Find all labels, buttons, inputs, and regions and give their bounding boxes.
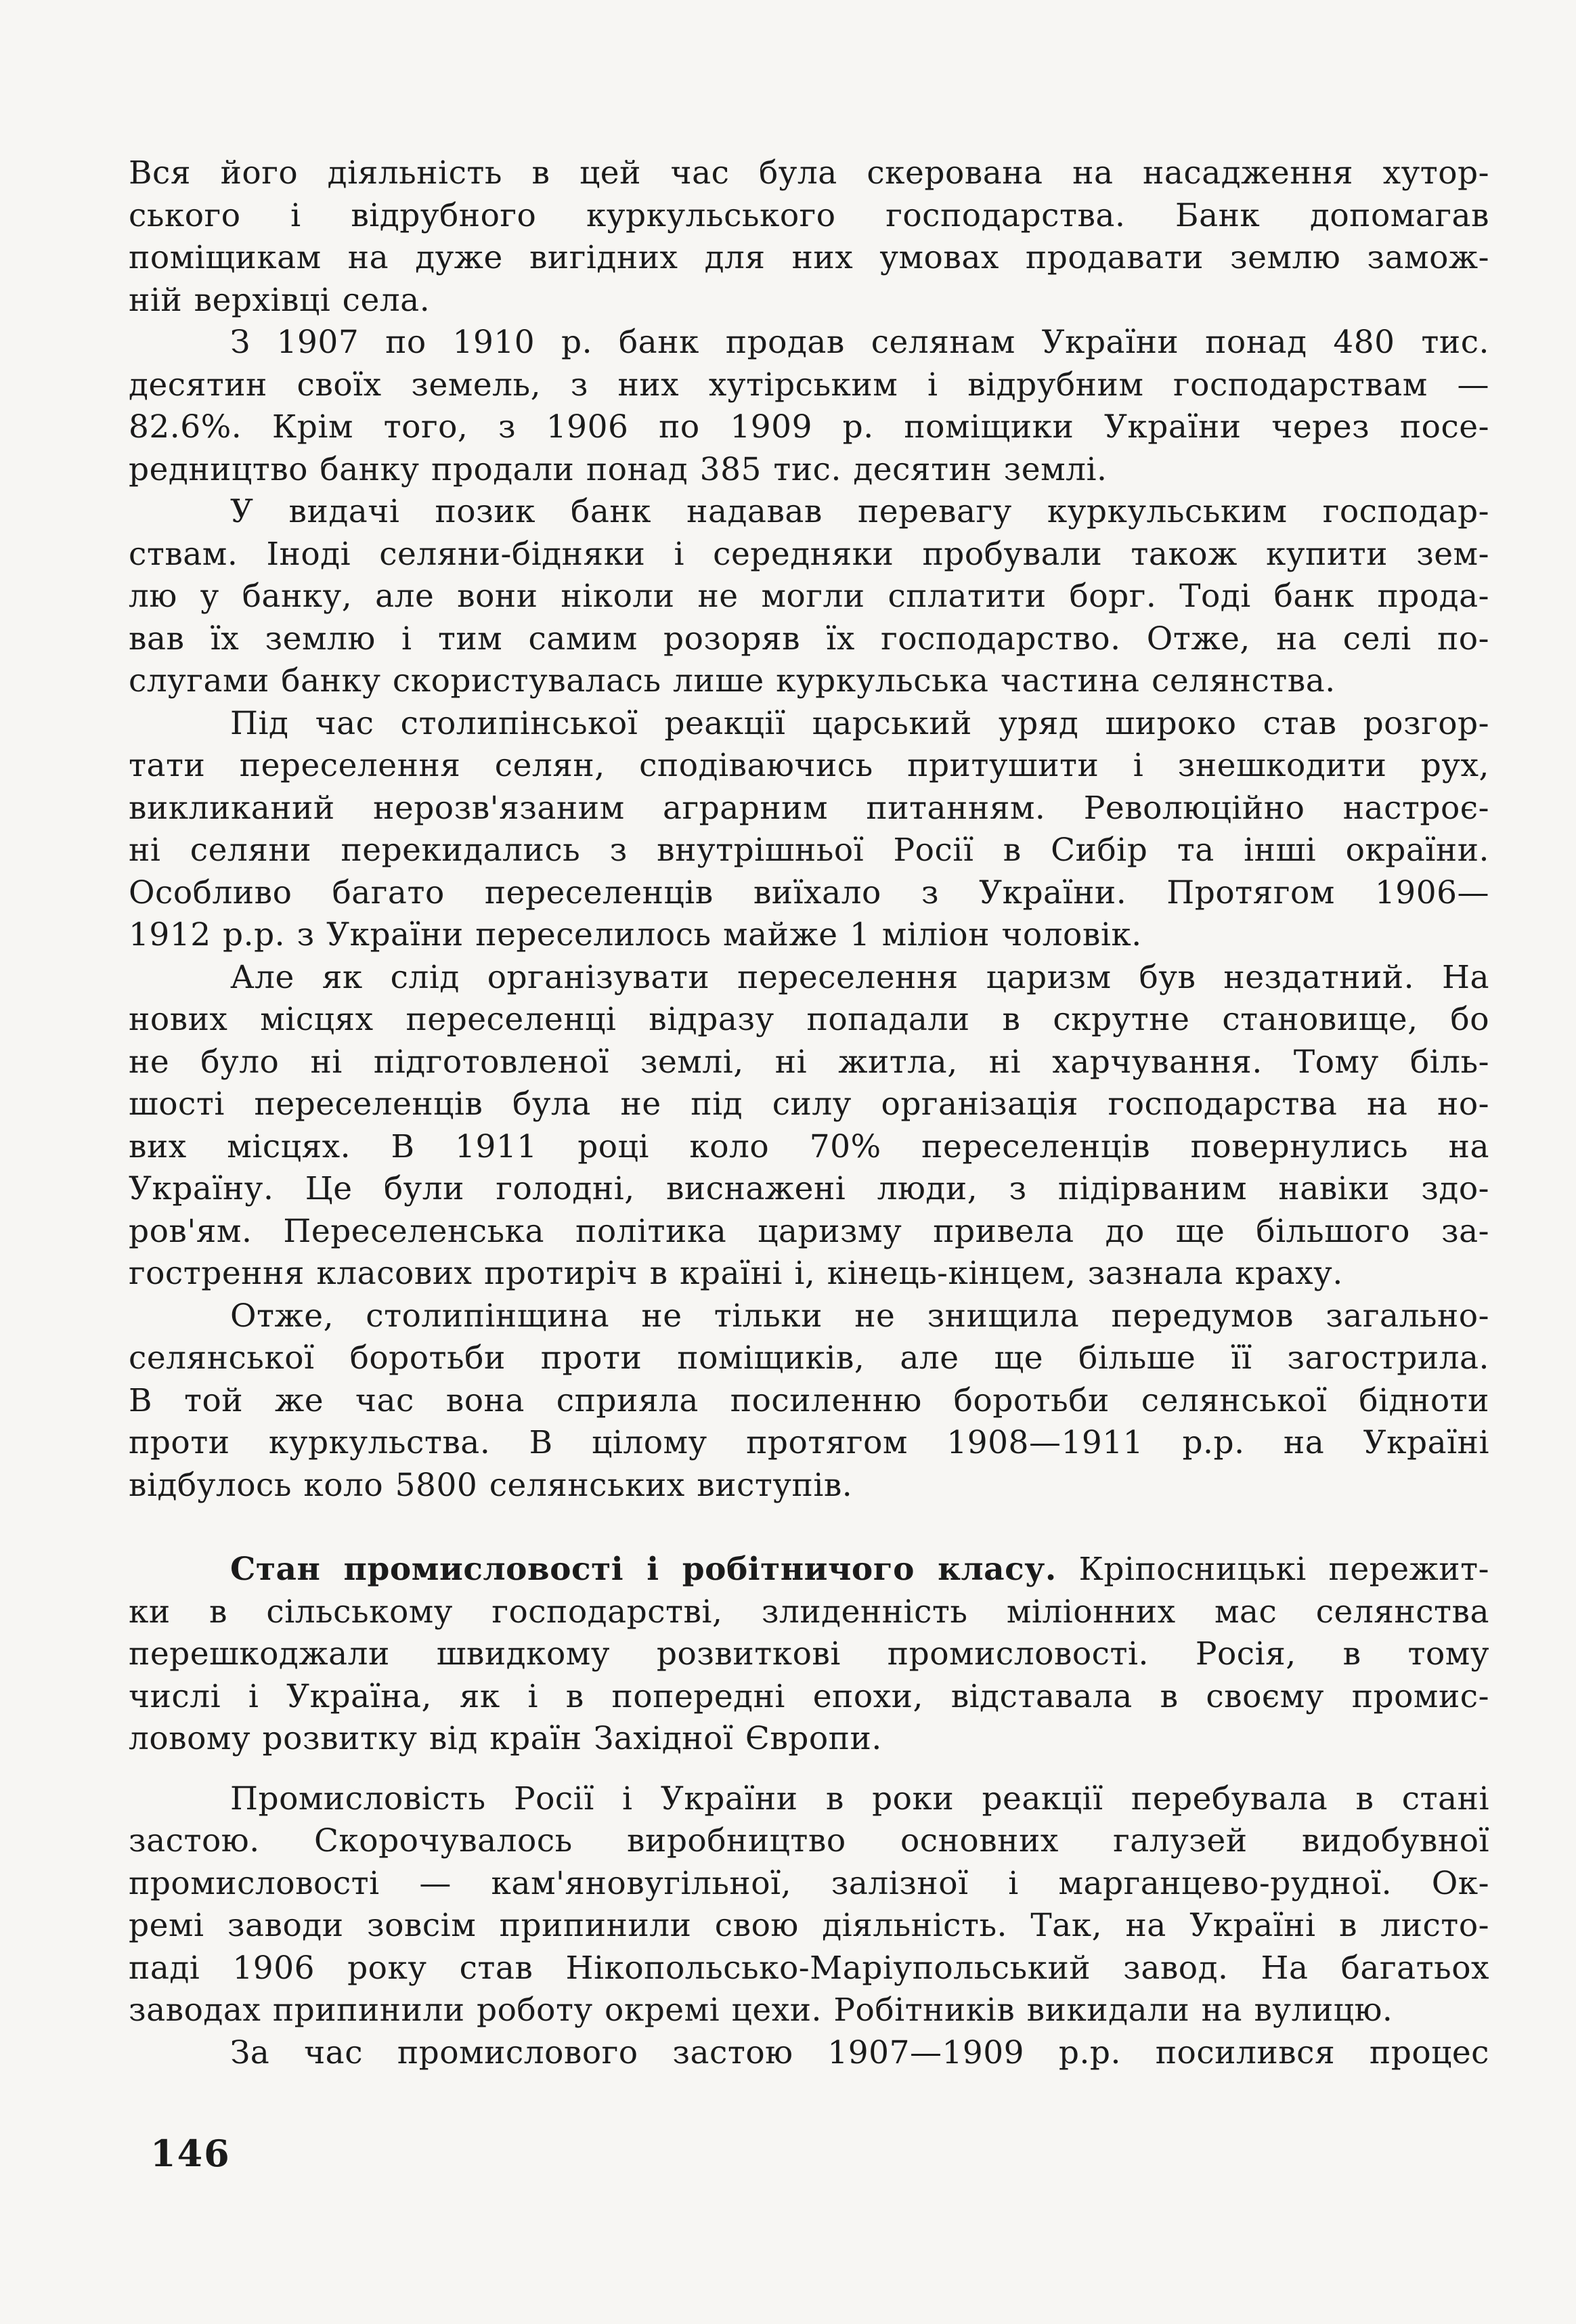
text-line: відбулось коло 5800 селянських виступів. [129, 1466, 853, 1504]
text-line: шості переселенців була не під силу організація господарства на но- [129, 1085, 1489, 1123]
text-line: В той же час вона сприяла посиленню боротьби селянської бідноти [129, 1381, 1489, 1419]
text-line: застою. Скорочувалось виробництво основних галузей видобувної [129, 1822, 1489, 1859]
text-line: Особливо багато переселенців виїхало з України. Протягом 1906— [129, 874, 1489, 911]
paragraph [129, 2032, 1489, 2075]
heading-continuation: Кріпосницькі пережит- [1078, 1551, 1489, 1588]
paragraph [129, 1295, 1489, 1507]
text-line: ського і відрубного куркульського господарства. Банк допомагав [129, 196, 1489, 234]
paragraph [129, 1778, 1489, 2032]
text-line: редництво банку продали понад 385 тис. десятин землі. [129, 450, 1108, 488]
text-line: ловому розвитку від країн Західної Європи. [129, 1720, 882, 1757]
text-line: У видачі позик банк надавав перевагу куркульським господар- [230, 493, 1489, 530]
text-line: Під час столипінської реакції царський уряд широко став розгор- [230, 704, 1489, 742]
text-line: проти куркульства. В цілому протягом 1908—1911 р.р. на Україні [129, 1424, 1489, 1461]
text-line: Але як слід організувати переселення царизм був нездатний. На [230, 958, 1489, 996]
text-line: ремі заводи зовсім припинили свою діяльність. Так, на Україні в листо- [129, 1907, 1489, 1944]
text-line: паді 1906 року став Нікопольсько-Маріупольський завод. На багатьох [129, 1949, 1489, 1987]
text-line: десятин своїх земель, з них хутірським і відрубним господарствам — [129, 366, 1489, 404]
text-line: ній верхівці села. [129, 281, 431, 319]
text-line: 1912 р.р. з України переселилось майже 1 міліон чоловік. [129, 916, 1142, 953]
paragraph [129, 152, 1489, 322]
page-number: 146 [150, 2132, 231, 2175]
page-body [129, 152, 1489, 2074]
text-line: Вся його діяльність в цей час була скерована на насадження хутор- [129, 154, 1489, 192]
text-line: промисловості — кам'яновугільної, залізної і марганцево-рудної. Ок- [129, 1864, 1489, 1902]
paragraph [129, 957, 1489, 1295]
text-line: поміщикам на дуже вигідних для них умовах продавати землю замож- [129, 239, 1489, 276]
text-line: перешкоджали швидкому розвиткові промисловості. Росія, в тому [129, 1635, 1489, 1673]
text-line: 82.6%. Крім того, з 1906 по 1909 р. поміщики України через посе- [129, 408, 1489, 446]
section-heading: Стан промисловості і робітничого класу. [230, 1551, 1057, 1588]
text-line: ров'ям. Переселенська політика царизму привела до ще більшого за- [129, 1212, 1489, 1250]
text-line: не було ні підготовленої землі, ні житла, ні харчування. Тому біль- [129, 1043, 1489, 1081]
text-line: З 1907 по 1910 р. банк продав селянам України понад 480 тис. [230, 324, 1489, 361]
text-line: вих місцях. В 1911 році коло 70% переселенців повернулись на [129, 1127, 1489, 1165]
text-line: вав їх землю і тим самим розоряв їх господарство. Отже, на селі по- [129, 620, 1489, 658]
text-line: Промисловість Росії і України в роки реакції перебувала в стані [230, 1780, 1489, 1817]
text-line: Отже, столипінщина не тільки не знищила передумов загально- [230, 1297, 1489, 1335]
paragraph [129, 1549, 1489, 1761]
paragraph [129, 703, 1489, 957]
text-line [129, 1549, 1489, 1591]
text-line: селянської боротьби проти поміщиків, але ще більше її загострила. [129, 1339, 1489, 1377]
text-line: нових місцях переселенці відразу попадали в скрутне становище, бо [129, 1001, 1489, 1038]
paragraph [129, 491, 1489, 703]
text-line: За час промислового застою 1907—1909 р.р. посилився процес [230, 2034, 1489, 2071]
text-line: ки в сільському господарстві, злиденність міліонних мас селянства [129, 1593, 1489, 1631]
text-line: Україну. Це були голодні, виснажені люди, з підірваним навіки здо- [129, 1170, 1489, 1207]
text-line: заводах припинили роботу окремі цехи. Робітників викидали на вулицю. [129, 1992, 1393, 2029]
text-line: тати переселення селян, сподіваючись притушити і знешкодити рух, [129, 747, 1489, 784]
text-line: гострення класових протиріч в країні і, кінець-кінцем, зазнала краху. [129, 1255, 1343, 1292]
text-line: числі і Україна, як і в попередні епохи, відставала в своєму промис- [129, 1677, 1489, 1715]
text-line: слугами банку скористувалась лише куркульська частина селянства. [129, 662, 1336, 700]
text-line: викликаний нерозв'язаним аграрним питанням. Революційно настроє- [129, 789, 1489, 827]
paragraph [129, 322, 1489, 491]
text-line: ствам. Іноді селяни-бідняки і середняки пробували також купити зем- [129, 535, 1489, 573]
text-line: ні селяни перекидались з внутрішньої Росії в Сибір та інші окраїни. [129, 832, 1489, 869]
section-spacer [129, 1507, 1489, 1549]
paragraph-spacer [129, 1761, 1489, 1778]
text-line: лю у банку, але вони ніколи не могли сплатити борг. Тоді банк прода- [129, 578, 1489, 615]
